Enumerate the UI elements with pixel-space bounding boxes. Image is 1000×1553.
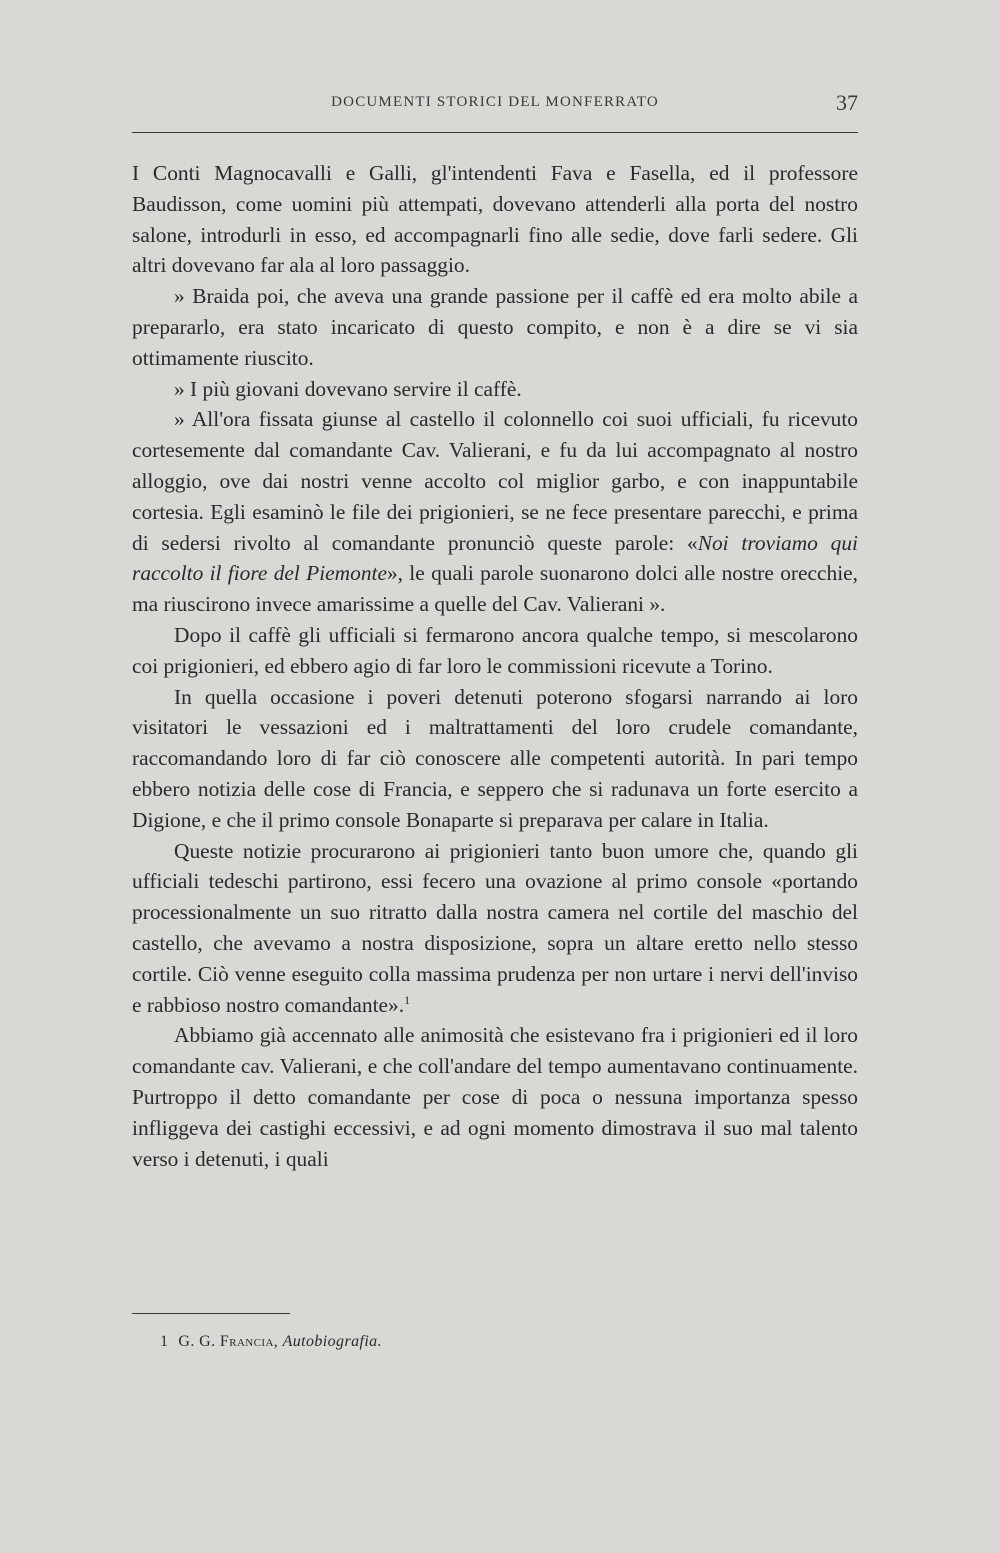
paragraph-4 xyxy=(132,404,858,620)
page-number: 37 xyxy=(836,90,858,115)
header-rule xyxy=(132,132,858,133)
paragraph-2: » Braida poi, che aveva una grande passione per il caffè ed era molto abile a prepararlo, era stato incaricato di questo compito, e non è a dire se vi sia ottimamente riuscito. xyxy=(132,284,858,370)
footnote-title: Autobiografia. xyxy=(282,1333,382,1350)
paragraph-4-quote: Noi troviamo qui raccolto il fiore del Piemonte xyxy=(132,530,858,586)
body-text xyxy=(132,158,858,1174)
paragraph-6: In quella occasione i poveri detenuti poterono sfogarsi narrando ai loro visitatori le vessazioni ed i maltrattamenti del loro crudele comandante, raccomandando loro di far ciò conoscere alle competenti autorità. In pari tempo ebbero notizia delle cose di Francia, e seppero che si radunava un forte esercito a Digione, e che il primo console Bonaparte si preparava per calare in Italia. xyxy=(132,684,858,832)
paragraph-3: » I più giovani dovevano servire il caffè. xyxy=(174,376,522,401)
paragraph-8: Abbiamo già accennato alle animosità che esistevano fra i prigionieri ed il loro comandante cav. Valierani, e che coll'andare del tempo aumentavano continuamente. Purtroppo il detto comandante per cose di poca o nessuna importanza spesso infliggeva dei castighi eccessivi, e ad ogni momento dimostrava il suo mal talento verso i detenuti, i quali xyxy=(132,1023,858,1171)
running-title: DOCUMENTI STORICI DEL MONFERRATO xyxy=(331,94,659,110)
paragraph-5: Dopo il caffè gli ufficiali si fermarono ancora qualche tempo, si mescolarono coi prigionieri, ed ebbero agio di far loro le commissioni ricevute a Torino. xyxy=(132,622,858,678)
paragraph-7 xyxy=(132,836,858,1021)
footnote-author: G. G. Francia, xyxy=(178,1333,279,1350)
paragraph-4-text-after: », le quali parole suonarono dolci alle nostre orecchie, ma riuscirono invece amarissime a quelle del Cav. Valierani ». xyxy=(132,561,858,617)
footnote-rule xyxy=(132,1313,290,1314)
paragraph-7-text: Queste notizie procurarono ai prigionieri tanto buon umore che, quando gli ufficiali tedeschi partirono, essi fecero una ovazione al primo console «portando processionalmente un suo ritratto dalla nostra camera nel cortile del maschio del castello, che avevamo a nostra disposizione, sopra un altare eretto nello stesso cortile. Ciò venne eseguito colla massima prudenza per non urtare i nervi dell'inviso e rabbioso nostro comandante». xyxy=(132,838,858,1017)
paragraph-4-text-before: » All'ora fissata giunse al castello il colonnello coi suoi ufficiali, fu ricevuto cortesemente dal comandante Cav. Valierani, e fu da lui accompagnato al nostro alloggio, ove dai nostri venne accolto col miglior garbo, e con inappuntabile cortesia. Egli esaminò le file dei prigionieri, se ne fece presentare parecchi, e prima di sedersi rivolto al comandante pronunciò queste parole: « xyxy=(132,407,858,555)
footnote xyxy=(160,1333,382,1351)
footnote-number: 1 xyxy=(160,1333,169,1350)
page-header xyxy=(132,92,858,122)
paragraph-1: I Conti Magnocavalli e Galli, gl'intendenti Fava e Fasella, ed il professore Baudisson, come uomini più attempati, dovevano attenderli alla porta del nostro salone, introdurli in esso, ed accompagnarli fino alle sedie, dove farli sedere. Gli altri dovevano far ala al loro passaggio. xyxy=(132,161,858,278)
footnote-reference: 1 xyxy=(404,992,411,1007)
